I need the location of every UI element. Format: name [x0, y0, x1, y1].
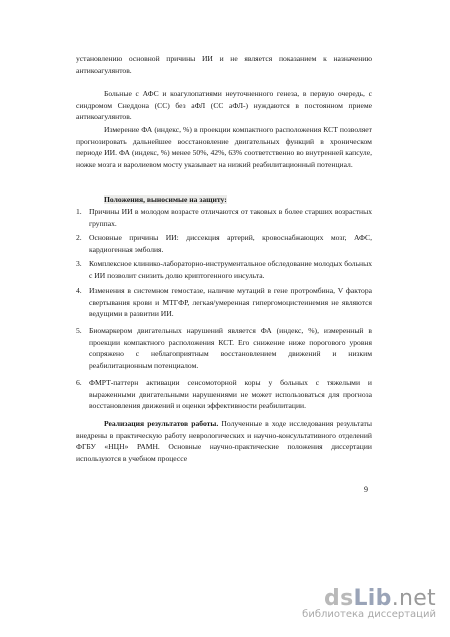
section-heading-line	[76, 194, 372, 206]
paragraph-3: Измерение ФА (индекс, %) в проекции компактного расположения КСТ позволяет прогнозировать дальнейшее восстановление двигательных функций в хроническом периоде ИИ. ФА (индекс, %) менее 50%, 42%, 63% соответственно во внутренней капсуле, ножке мозга и варолиевом мосту указывает на низкий реабилитационный потенциал.	[76, 125, 372, 169]
list-item-number: 3.	[76, 259, 82, 268]
list-item-text: ФМРТ-паттерн активации сенсомоторной коры у больных с тяжелыми и выраженными двигательными нарушениями не может использоваться для прогноза восстановления движений и оценки эффективности реабилитации.	[89, 378, 372, 411]
list-item	[76, 232, 372, 255]
list-item-text: Основные причины ИИ: диссекция артерий, кровоснабжающих мозг, АФС, кардиогенная эмболия.	[89, 233, 372, 254]
list-item-number: 1.	[76, 207, 82, 216]
page-number: 9	[364, 485, 368, 494]
implementation-paragraph	[76, 418, 372, 464]
list-item-number: 4.	[76, 286, 82, 295]
watermark-subtitle: библиотека диссертаций	[302, 609, 436, 620]
paragraph-2: Больные с АФС и коагулопатиями неуточненного генеза, в первую очередь, с синдромом Снеддона (СС) без аФЛ (СС аФЛ-) нуждаются в постоянном приеме антикоагулянтов.	[76, 89, 372, 122]
list-item-number: 2.	[76, 233, 82, 242]
implementation-text: Полученные в ходе исследования результаты внедрены в практическую работу неврологических и научно-консультативного отделений ФГБУ «НЦН» РАМН. Основные научно-практические положения диссертации используются в учебном процессе	[76, 419, 372, 463]
list-item	[76, 258, 372, 281]
paragraph-1: установлению основной причины ИИ и не является показанием к назначению антикоагулянтов.	[76, 54, 372, 75]
implementation-heading: Реализация результатов работы.	[104, 419, 219, 428]
list-item	[76, 285, 372, 320]
list-item-text: Изменения в системном гемостазе, наличие мутаций в гене протромбина, V фактора свертывания крови и МТГФР, легкая/умеренная гипергомоцистеинемия не являются ведущими в развитии ИИ.	[89, 286, 372, 319]
list-item-text: Биомаркером двигательных нарушений является ФА (индекс, %), измеренный в проекции компактного расположения КСТ. Его снижение ниже порогового уровня сопряжено с неблагоприятным восстановлением движений и низким реабилитационным потенциалом.	[89, 326, 372, 370]
list-item-number: 6.	[76, 378, 82, 387]
list-item-text: Комплексное клинико-лабораторно-инструментальное обследование молодых больных с ИИ позволит снизить долю криптогенного инсульта.	[89, 259, 372, 280]
watermark-logo-text: dsLib.net	[324, 586, 436, 611]
list-item	[76, 206, 372, 229]
section-heading: Положения, выносимые на защиту:	[104, 195, 227, 204]
list-item-number: 5.	[76, 326, 82, 335]
list-item	[76, 325, 372, 371]
list-item-text: Причины ИИ в молодом возрасте отличаются от таковых в более старших возрастных группах.	[89, 207, 372, 228]
watermark-logo[interactable]	[302, 586, 436, 620]
list-item	[76, 377, 372, 412]
